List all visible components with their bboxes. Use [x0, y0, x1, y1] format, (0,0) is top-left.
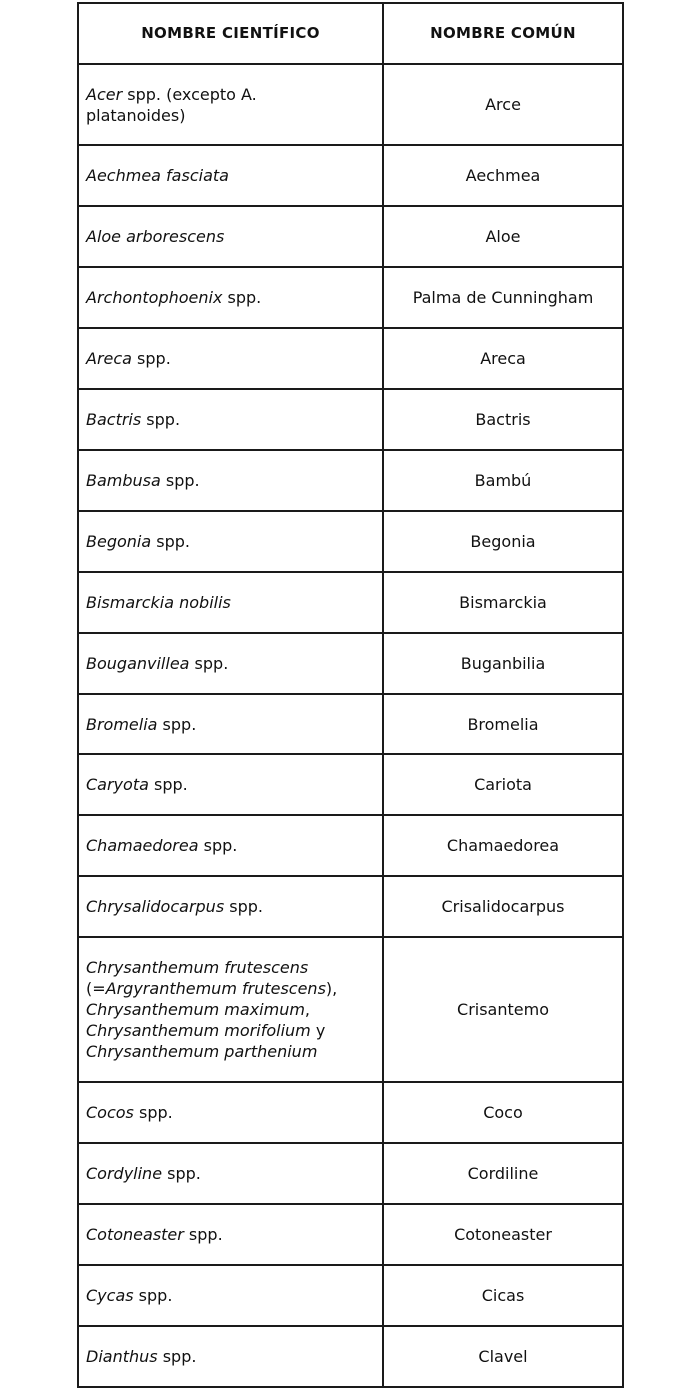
scientific-name-italic: Cocos	[86, 1103, 134, 1122]
scientific-name-italic: Cordyline	[86, 1164, 163, 1183]
common-name-cell: Aloe	[383, 206, 623, 267]
scientific-name-text: spp.	[224, 897, 263, 916]
scientific-name-cell	[78, 572, 383, 633]
table-row	[78, 328, 623, 389]
scientific-name-cell	[78, 1326, 383, 1387]
header-scientific-name: NOMBRE CIENTÍFICO	[78, 3, 383, 64]
scientific-name-cell	[78, 754, 383, 815]
common-name-cell: Arce	[383, 64, 623, 145]
table-row	[78, 1204, 623, 1265]
scientific-name-cell	[78, 64, 383, 145]
scientific-name-cell	[78, 1265, 383, 1326]
scientific-name-cell	[78, 937, 383, 1082]
scientific-name-cell	[78, 694, 383, 754]
scientific-name-cell	[78, 1204, 383, 1265]
scientific-name-text: spp.	[222, 288, 262, 307]
common-name-cell: Crisalidocarpus	[383, 876, 623, 937]
scientific-name-italic: Bactris	[86, 410, 142, 429]
scientific-name-italic: Chrysanthemum morifolium	[86, 1021, 311, 1040]
scientific-name-italic: Bambusa	[86, 471, 161, 490]
table-row	[78, 64, 623, 145]
common-name-cell: Areca	[383, 328, 623, 389]
scientific-name-cell	[78, 450, 383, 511]
scientific-name-text: spp.	[189, 654, 229, 673]
scientific-name-italic: Argyranthemum frutescens	[105, 979, 326, 998]
common-name-cell: Bromelia	[383, 694, 623, 754]
table-row	[78, 572, 623, 633]
scientific-name-italic: Aechmea fasciata	[86, 166, 229, 185]
scientific-name-italic: Chrysalidocarpus	[86, 897, 225, 916]
table-row	[78, 754, 623, 815]
scientific-name-italic: Aloe arborescens	[86, 227, 225, 246]
scientific-name-text: ),	[325, 979, 338, 998]
header-common-name: NOMBRE COMÚN	[383, 3, 623, 64]
scientific-name-text: spp.	[162, 1164, 201, 1183]
common-name-cell: Bactris	[383, 389, 623, 450]
scientific-name-italic: Chamaedorea	[86, 836, 199, 855]
common-name-cell: Aechmea	[383, 145, 623, 206]
scientific-name-text: spp.	[157, 714, 197, 734]
scientific-name-italic: Archontophoenix	[86, 288, 223, 307]
species-table	[77, 2, 624, 1388]
scientific-name-text: spp.	[141, 410, 181, 429]
table-row	[78, 1143, 623, 1204]
scientific-name-text: spp.	[151, 532, 190, 551]
common-name-cell: Cordiline	[383, 1143, 623, 1204]
scientific-name-italic: Dianthus	[86, 1347, 158, 1366]
scientific-name-text: spp.	[160, 471, 200, 490]
scientific-name-cell	[78, 389, 383, 450]
scientific-name-cell	[78, 267, 383, 328]
common-name-cell: Coco	[383, 1082, 623, 1143]
table-row	[78, 633, 623, 694]
common-name-cell: Chamaedorea	[383, 815, 623, 876]
table-row	[78, 511, 623, 572]
scientific-name-italic: Acer	[86, 84, 123, 104]
header-row	[78, 3, 623, 64]
common-name-cell: Cotoneaster	[383, 1204, 623, 1265]
scientific-name-cell	[78, 328, 383, 389]
scientific-name-text: spp.	[133, 1103, 173, 1122]
scientific-name-italic: Chrysanthemum parthenium	[86, 1042, 318, 1061]
table-row	[78, 206, 623, 267]
scientific-name-italic: Areca	[86, 349, 132, 368]
table-row	[78, 1082, 623, 1143]
common-name-cell: Bismarckia	[383, 572, 623, 633]
scientific-name-text: ,	[304, 1000, 311, 1019]
scientific-name-italic: Cycas	[86, 1286, 134, 1305]
scientific-name-italic: Bromelia	[86, 714, 158, 734]
scientific-name-text: spp.	[157, 1347, 197, 1366]
scientific-name-text: spp.	[133, 1286, 173, 1305]
scientific-name-cell	[78, 1143, 383, 1204]
scientific-name-italic: Begonia	[86, 532, 152, 551]
scientific-name-cell	[78, 145, 383, 206]
scientific-name-text: spp.	[198, 836, 238, 855]
scientific-name-cell	[78, 206, 383, 267]
common-name-cell: Bambú	[383, 450, 623, 511]
scientific-name-cell	[78, 815, 383, 876]
scientific-name-cell	[78, 1082, 383, 1143]
scientific-name-italic: Cotoneaster	[86, 1225, 184, 1244]
common-name-cell: Begonia	[383, 511, 623, 572]
scientific-name-italic: Chrysanthemum frutescens	[86, 958, 309, 977]
table-row	[78, 1265, 623, 1326]
scientific-name-cell	[78, 876, 383, 937]
scientific-name-italic: Bouganvillea	[86, 654, 190, 673]
scientific-name-text: y	[310, 1021, 326, 1040]
table-row	[78, 1326, 623, 1387]
scientific-name-text: spp.	[183, 1225, 223, 1244]
table-row	[78, 145, 623, 206]
common-name-cell: Palma de Cunningham	[383, 267, 623, 328]
scientific-name-italic: Bismarckia nobilis	[86, 593, 231, 612]
table-row	[78, 389, 623, 450]
table-row	[78, 267, 623, 328]
table-row	[78, 815, 623, 876]
table-row	[78, 876, 623, 937]
scientific-name-italic: Caryota	[86, 775, 149, 794]
scientific-name-cell	[78, 511, 383, 572]
scientific-name-text: spp. (excepto A.	[122, 84, 257, 104]
table-body	[78, 64, 623, 1387]
scientific-name-text: platanoides)	[86, 105, 186, 125]
table-row	[78, 694, 623, 754]
scientific-name-cell	[78, 633, 383, 694]
common-name-cell: Cariota	[383, 754, 623, 815]
scientific-name-text: spp.	[148, 775, 188, 794]
common-name-cell: Crisantemo	[383, 937, 623, 1082]
scientific-name-text: (=	[86, 979, 106, 998]
table-row	[78, 937, 623, 1082]
table-row	[78, 450, 623, 511]
scientific-name-italic: Chrysanthemum maximum	[86, 1000, 305, 1019]
common-name-cell: Cicas	[383, 1265, 623, 1326]
common-name-cell: Buganbilia	[383, 633, 623, 694]
scientific-name-text: spp.	[131, 349, 171, 368]
common-name-cell: Clavel	[383, 1326, 623, 1387]
